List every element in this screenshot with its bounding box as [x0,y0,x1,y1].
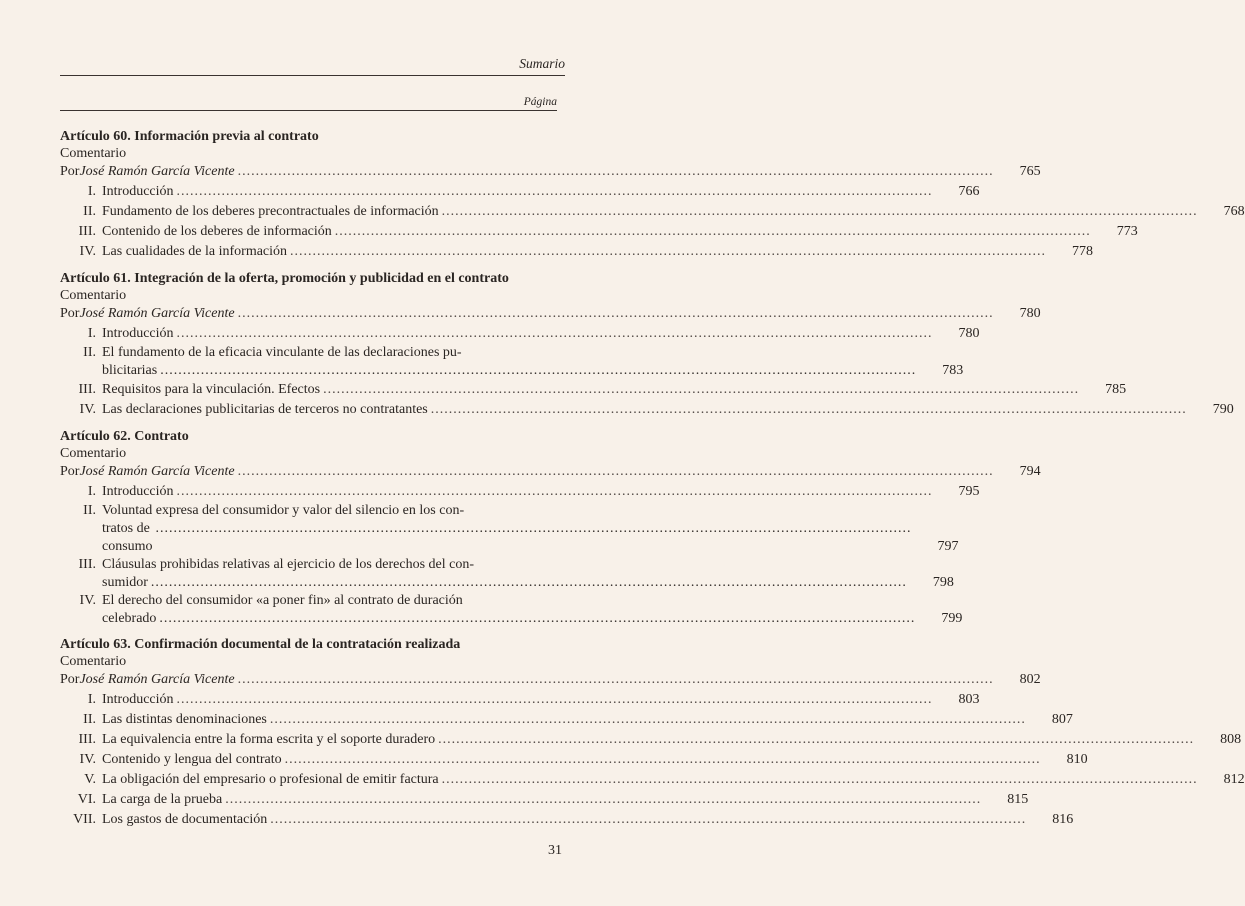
toc-article [60,270,1234,420]
page-ref: 798 [932,575,954,590]
entry-body [102,556,910,592]
entry-number: VI. [77,792,96,807]
page-ref: 785 [1105,382,1127,397]
page-ref: 803 [958,692,980,707]
author-entry [60,162,997,182]
author-prefix: Por [60,306,80,321]
toc-entry [60,344,964,380]
leader-dots [177,324,933,344]
author-prefix: Por [60,672,80,687]
page-ref: 797 [937,539,959,554]
page-ref: 808 [1220,732,1242,747]
entry-continuation [102,362,919,380]
article-title: Artículo 63. Confirmación documental de la contratación realizada [60,637,461,652]
toc-entry [60,710,1073,730]
toc-entry [60,202,1245,222]
entry-continuation [102,610,918,628]
toc-entry [60,400,1234,420]
article-title: Artículo 61. Integración de la oferta, promoción y publicidad en el contrato [60,271,509,286]
entry-body [102,324,936,344]
entry-number: I. [87,692,96,707]
leader-dots [156,520,912,538]
toc-entry [60,380,1127,400]
entry-text: Introducción [102,692,174,707]
entry-body [102,710,1029,730]
entry-body [102,730,1197,750]
page-number: 31 [548,843,562,858]
comment-label: Comentario [60,288,127,303]
leader-dots [177,690,933,710]
entry-body [102,344,919,380]
toc-article [60,636,1245,830]
entry-number: II. [83,503,96,518]
entry-number: IV. [79,244,96,259]
entry-number: III. [78,557,96,572]
comment-label: Comentario [60,146,127,161]
column-head: Página [60,96,557,111]
entry-body [102,592,918,628]
entry-body [102,502,915,556]
entry-number: III. [78,382,96,397]
entry-number: IV. [79,402,96,417]
toc-entry [60,556,954,592]
entry-text-cont: tratos de consumo [102,521,153,554]
leader-dots [177,182,933,202]
page-ref: 765 [1019,164,1041,179]
page-ref: 790 [1212,402,1234,417]
page-ref: 795 [958,484,980,499]
entry-number: IV. [79,752,96,767]
entry-body [102,242,1049,262]
leader-dots [442,202,1198,222]
table-of-contents [60,128,1245,838]
toc-article [60,128,1245,262]
entry-text: Requisitos para la vinculación. Efectos [102,382,321,397]
comment-label: Comentario [60,654,127,669]
page-ref: 778 [1072,244,1094,259]
entry-text: La equivalencia entre la forma escrita y el soporte duradero [102,732,436,747]
page-ref: 799 [941,611,963,626]
entry-number: I. [87,484,96,499]
author-entry [60,670,997,690]
entry-text: Los gastos de documentación [102,812,268,827]
page-ref: 794 [1019,464,1041,479]
entry-text: Contenido de los deberes de información [102,224,332,239]
entry-text: El fundamento de la eficacia vinculante de las declaraciones pu- [102,345,462,360]
leader-dots [323,380,1079,400]
leader-dots [238,670,994,690]
entry-body [102,790,984,810]
leader-dots [335,222,1091,242]
entry-text-cont: sumidor [102,575,148,590]
leader-dots [238,304,994,324]
author-row [60,462,1041,482]
toc-entry [60,690,980,710]
toc-entry [60,482,980,502]
entry-body [102,770,1201,790]
entry-text: Fundamento de los deberes precontractuales de información [102,204,439,219]
page-ref: 768 [1223,204,1245,219]
page-ref: 810 [1066,752,1088,767]
toc-entry [60,502,959,556]
author-prefix: Por [60,464,80,479]
entry-number: II. [83,345,96,360]
entry-body [102,810,1029,830]
entry-body [102,482,936,502]
entry-text: Introducción [102,484,174,499]
leader-dots [290,242,1046,262]
entry-body [102,690,936,710]
entry-text: Contenido y lengua del contrato [102,752,282,767]
entry-text-cont: blicitarias [102,363,158,378]
toc-article [60,428,1041,628]
page-ref: 783 [942,363,964,378]
page-ref: 807 [1051,712,1073,727]
entry-text: La carga de la prueba [102,792,223,807]
entry-text: Las declaraciones publicitarias de terceros no contratantes [102,402,428,417]
page-ref: 812 [1223,772,1245,787]
leader-dots [270,710,1026,730]
entry-body [102,182,936,202]
entry-text: Cláusulas prohibidas relativas al ejercicio de los derechos del con- [102,557,475,572]
comment-label: Comentario [60,446,127,461]
entry-number: III. [78,224,96,239]
page-ref: 773 [1116,224,1138,239]
page-ref: 780 [958,326,980,341]
leader-dots [151,574,907,592]
leader-dots [285,750,1041,770]
author-prefix: Por [60,164,80,179]
author-name: José Ramón García Vicente [79,464,235,479]
leader-dots [431,400,1187,420]
entry-text: Introducción [102,326,174,341]
article-title: Artículo 62. Contrato [60,429,189,444]
toc-entry [60,730,1242,750]
entry-continuation [102,520,915,556]
entry-text: Voluntad expresa del consumidor y valor del silencio en los con- [102,503,465,518]
page-ref: 766 [958,184,980,199]
entry-body [102,222,1094,242]
author-row [60,162,1041,182]
entry-text: Las cualidades de la información [102,244,288,259]
author-entry [60,304,997,324]
author-name: José Ramón García Vicente [79,164,235,179]
toc-entry [60,182,980,202]
toc-entry [60,810,1074,830]
leader-dots [238,162,994,182]
toc-entry [60,790,1029,810]
running-head: Sumario [60,56,565,76]
entry-continuation [102,574,910,592]
leader-dots [442,770,1198,790]
leader-dots [270,810,1026,830]
entry-body [102,400,1190,420]
entry-number: III. [78,732,96,747]
page-ref: 802 [1019,672,1041,687]
author-row [60,304,1041,324]
entry-number: I. [87,326,96,341]
entry-body [102,380,1082,400]
leader-dots [160,362,916,380]
entry-number: II. [83,204,96,219]
author-row [60,670,1041,690]
page-ref: 815 [1007,792,1029,807]
toc-entry [60,324,980,344]
leader-dots [238,462,994,482]
author-entry [60,462,997,482]
entry-number: V. [84,772,96,787]
toc-entry [60,592,963,628]
author-name: José Ramón García Vicente [79,306,235,321]
entry-number: II. [83,712,96,727]
toc-entry [60,242,1094,262]
entry-number: IV. [79,593,96,608]
article-title: Artículo 60. Información previa al contrato [60,129,319,144]
entry-text-cont: celebrado [102,611,157,626]
entry-text: Las distintas denominaciones [102,712,267,727]
entry-number: VII. [73,812,96,827]
page-ref: 816 [1052,812,1074,827]
entry-text: Introducción [102,184,174,199]
entry-text: La obligación del empresario o profesional de emitir factura [102,772,439,787]
leader-dots [438,730,1194,750]
entry-body [102,750,1044,770]
entry-number: I. [87,184,96,199]
toc-entry [60,770,1245,790]
toc-entry [60,222,1138,242]
entry-text: El derecho del consumidor «a poner fin» al contrato de duración [102,593,463,608]
page-ref: 780 [1019,306,1041,321]
author-name: José Ramón García Vicente [79,672,235,687]
entry-body [102,202,1201,222]
leader-dots [177,482,933,502]
toc-entry [60,750,1088,770]
leader-dots [159,610,915,628]
leader-dots [225,790,981,810]
